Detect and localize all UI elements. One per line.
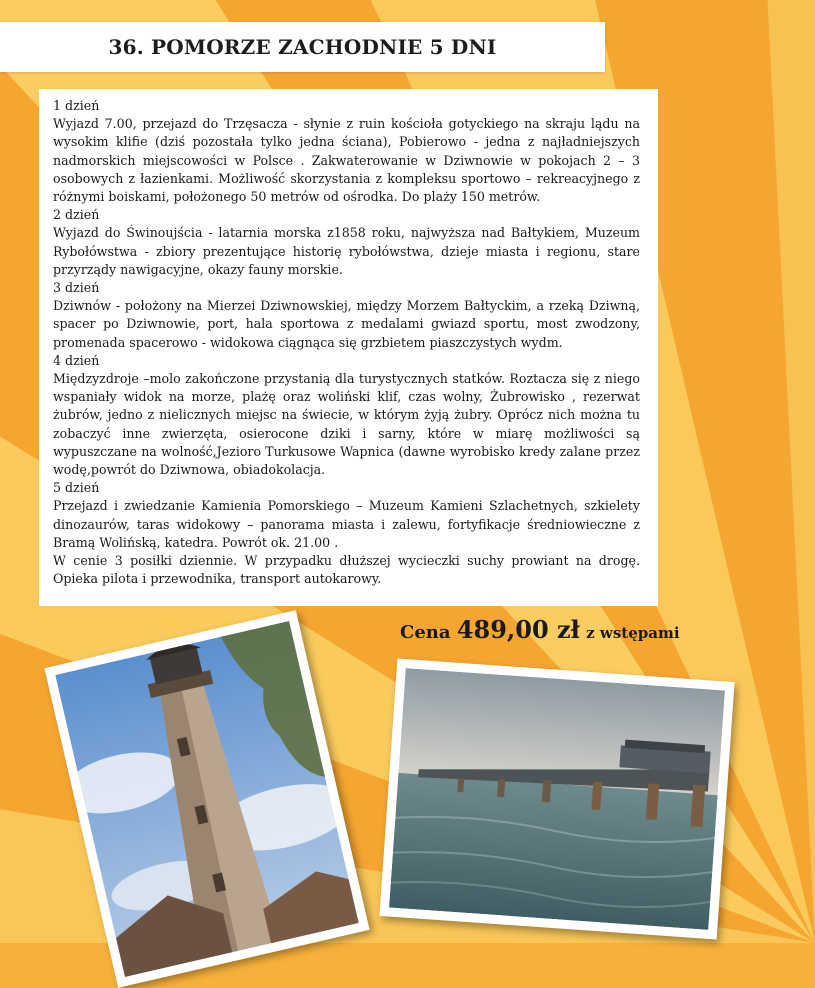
program-box: [39, 89, 658, 606]
pier-image: [389, 668, 725, 930]
day-4-heading: 4 dzień: [53, 352, 100, 368]
price-suffix: z wstępami: [586, 624, 680, 642]
day-1-text: Wyjazd 7.00, przejazd do Trzęsacza - słynie z ruin kościoła gotyckiego na skraju lądu na wysokim klifie (dziś pozostała tylko jedna ściana), Pobierowo - jedna z najładniejszych nadmorskich miejscowości w Polsce . Zakwaterowanie w Dziwnowie w pokojach 2 – 3 osobowych z łazienkami. Możliwość skorzystania z kompleksu sportowo – rekreacyjnego z różnymi boiskami, położonego 50 metrów od ośrodka. Do plaży 150 metrów.: [53, 116, 640, 205]
day-5-text: Przejazd i zwiedzanie Kamienia Pomorskiego – Muzeum Kamieni Szlachetnych, szkielety dinozaurów, taras widokowy – panorama miasta i zalewu, fortyfikacje średniowieczne z Bramą Wolińską, katedra. Powrót ok. 21.00 .: [53, 498, 640, 550]
day-5-heading: 5 dzień: [53, 480, 100, 496]
day-3-heading: 3 dzień: [53, 280, 100, 296]
price-line: [400, 615, 700, 644]
day-1-heading: 1 dzień: [53, 98, 100, 113]
included-notes: W cenie 3 posiłki dziennie. W przypadku dłuższej wycieczki suchy prowiant na drogę. Opieka pilota i przewodnika, transport autokarowy.: [53, 553, 640, 587]
pier-photo: [379, 659, 734, 940]
title-banner: [0, 22, 605, 72]
day-3-text: Dziwnów - położony na Mierzei Dziwnowskiej, między Morzem Bałtyckim, a rzeką Dziwną, spacer po Dziwnowie, port, hala sportowa z medalami gwiazd sportu, most zwodzony, promenada spacerowo - widokowa ciągnąca się grzbietem piaszczystych wydm.: [53, 298, 640, 350]
day-4-text: Międzyzdroje –molo zakończone przystanią dla turystycznych statków. Roztacza się z niego wspaniały widok na morze, plażę oraz woliński klif, czas wolny, Żubrowisko , rezerwat żubrów, jedno z nielicznych miejsc na świecie, w którym żyją żubry. Oprócz nich można tu zobaczyć inne zwierzęta, osierocone dziki i sarny, które w miarę możliwości są wypuszczane na wolność,Jezioro Turkusowe Wapnica (dawne wyrobisko kredy zalane przez wodę,powrót do Dziwnowa, obiadokolacja.: [53, 371, 640, 478]
day-2-heading: 2 dzień: [53, 207, 100, 223]
day-2-text: Wyjazd do Świnoujścia - latarnia morska z1858 roku, najwyższa nad Bałtykiem, Muzeum Rybołówstwa - zbiory prezentujące historię rybołówstwa, dzieje miasta i regionu, stare przyrządy nawigacyjne, okazy fauny morskie.: [53, 225, 640, 277]
price-label: Cena: [400, 622, 451, 643]
price-amount: 489,00 zł: [456, 615, 580, 644]
page-title: 36. POMORZE ZACHODNIE 5 DNI: [108, 35, 497, 59]
